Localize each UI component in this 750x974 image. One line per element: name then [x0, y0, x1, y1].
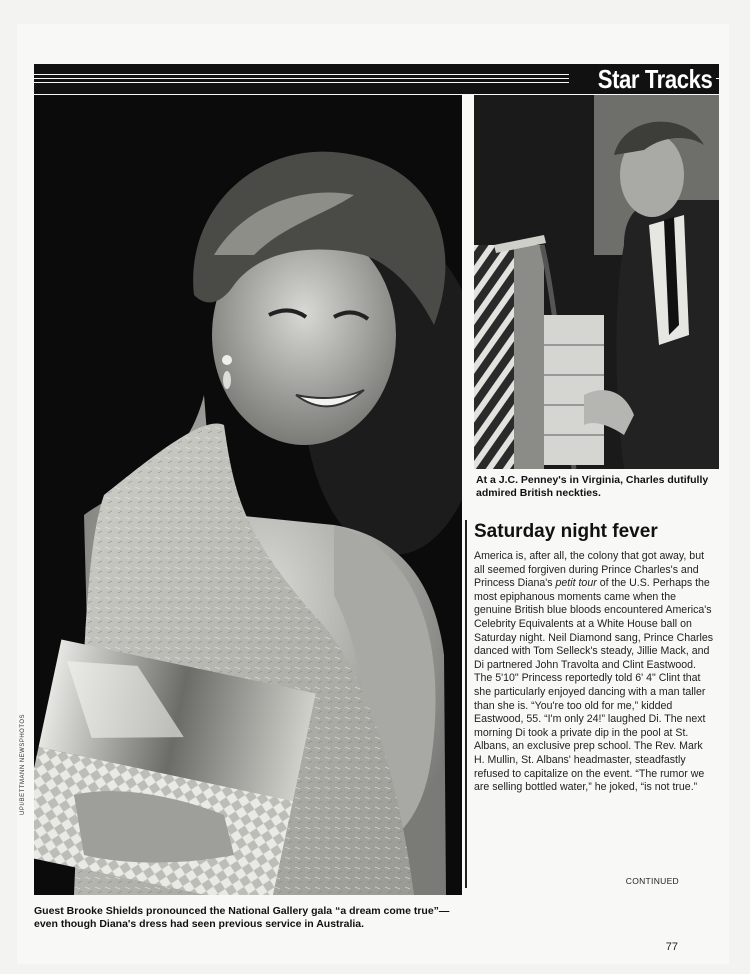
photo-credit: UPI/BETTMANN NEWSPHOTOS — [20, 713, 26, 815]
continued-label: CONTINUED — [625, 876, 679, 886]
main-photo-caption: Guest Brooke Shields pronounced the National Gallery gala “a dream come true”—even though Diana's dress had seen previous service in Australia. — [34, 905, 450, 930]
side-photo-caption: At a J.C. Penney's in Virginia, Charles dutifully admired British neckties. — [476, 474, 709, 499]
main-photo — [34, 95, 462, 895]
side-photo — [474, 95, 719, 469]
section-title: Star Tracks — [595, 64, 716, 94]
article-body: America is, after all, the colony that got away, but all seemed forgiven during Prince Charles's and Princess Diana's petit tour of the U.S. Perhaps the most epiphanous moments came when the genuine British blue bloods encountered America's Celebrity Equivalents at a White House ball on Saturday night. Neil Diamond sang, Prince Charles danced with Tom Selleck's steady, Jillie Mack, and Di partnered John Travolta and Clint Eastwood. The 5'10" Princess reportedly told 6' 4" Clint that she particularly enjoyed dancing with a man taller than she is. “You're too old for me,” kidded Eastwood, 55. “I'm only 24!” laughed Di. The next morning Di took a private dip in the pool at St. Albans, an exclusive prep school. The Rev. Mark H. Mullin, St. Albans' headmaster, steadfastly refused to capitalize on the event. “The rumor we are selling bottled water,” he joked, “is not true.” — [474, 550, 714, 794]
article-rule — [465, 520, 467, 888]
article-headline: Saturday night fever — [474, 521, 658, 542]
page-number: 77 — [665, 941, 678, 953]
